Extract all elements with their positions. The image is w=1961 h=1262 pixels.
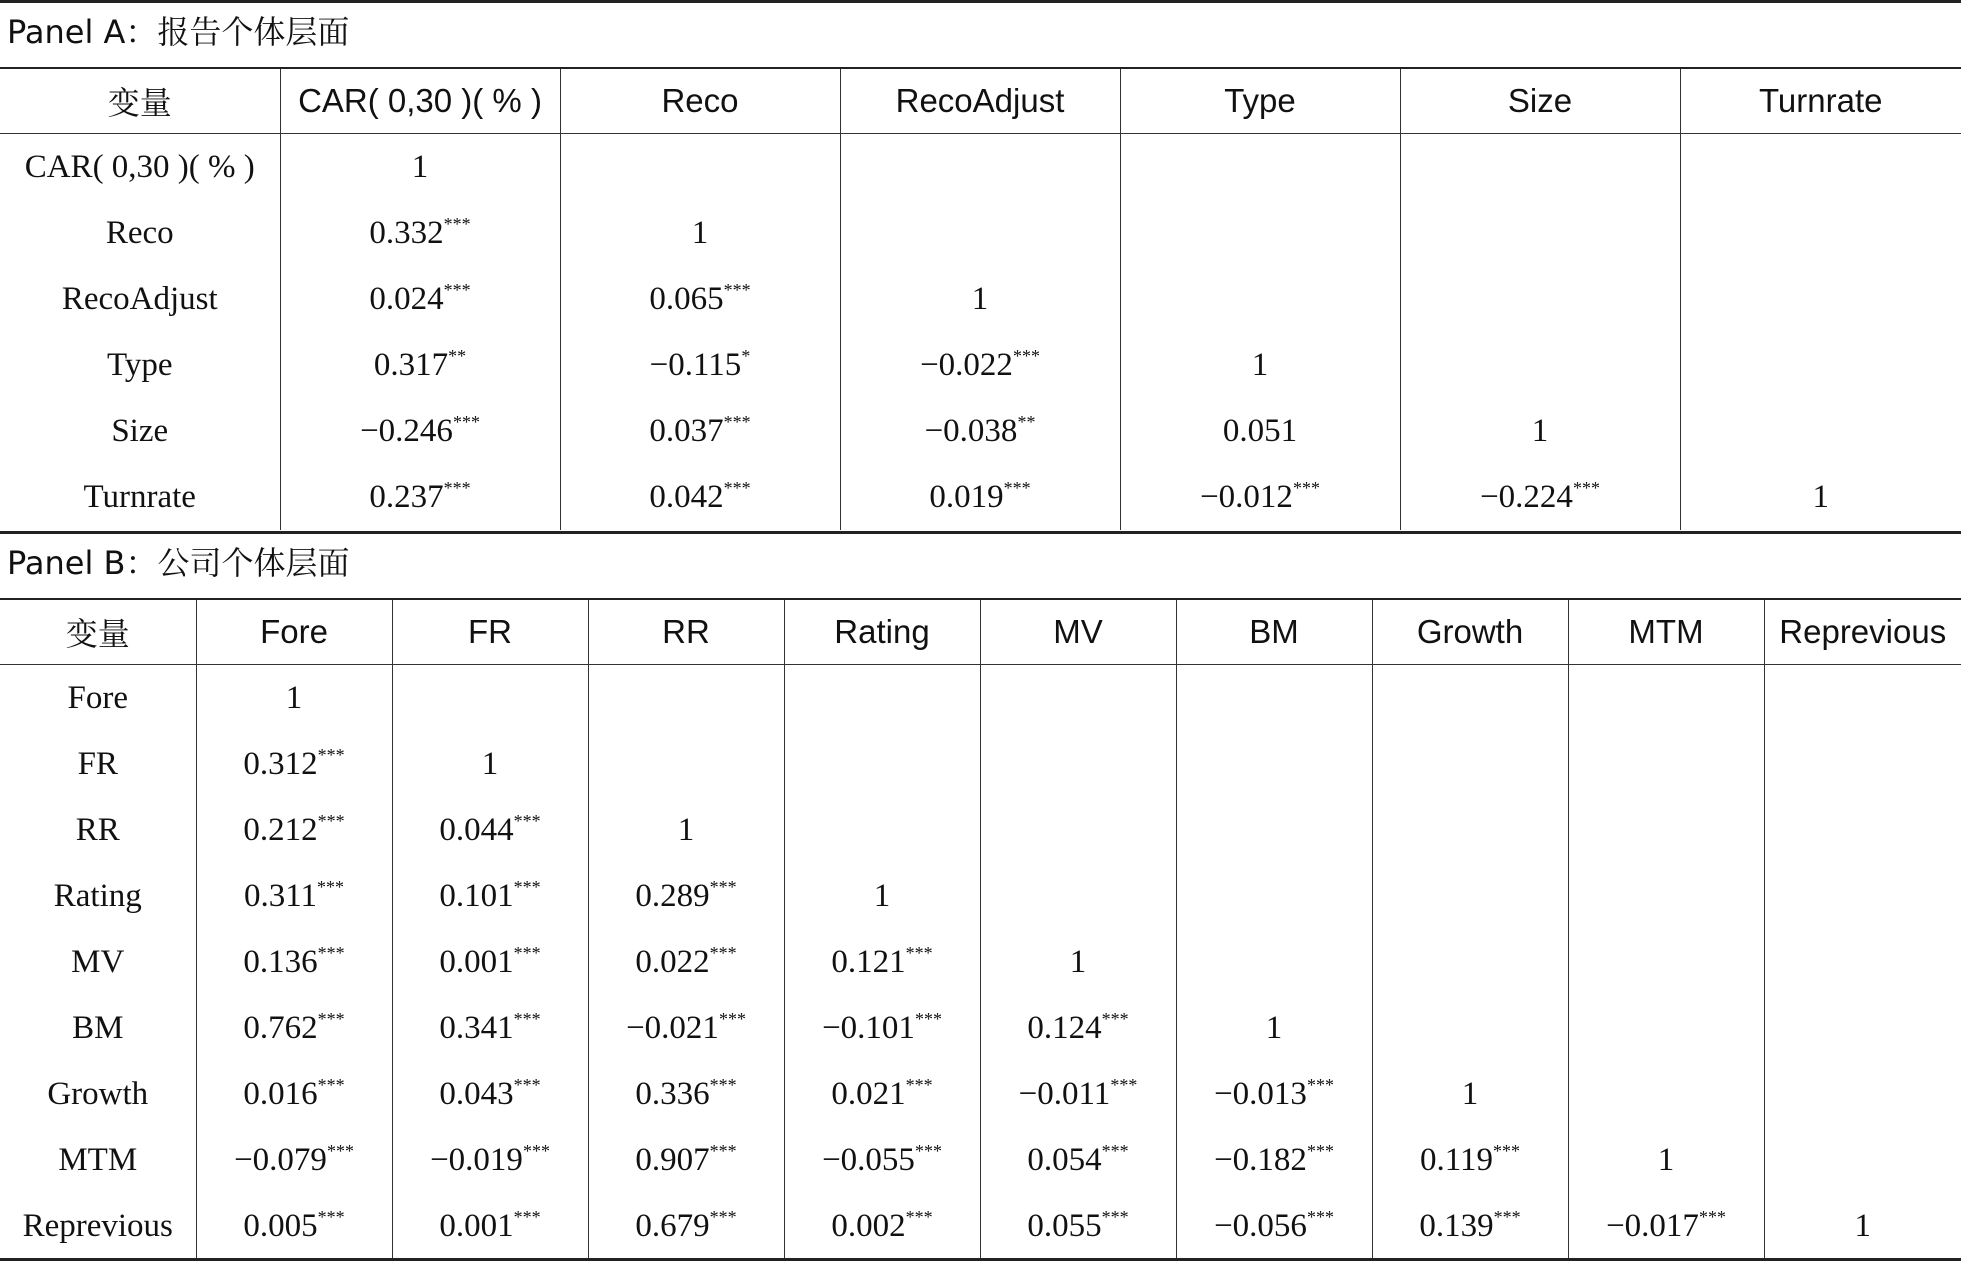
correlation-cell — [588, 665, 784, 732]
significance-stars: *** — [443, 477, 471, 498]
correlation-cell — [1400, 200, 1680, 266]
correlation-value: 0.336 — [635, 1075, 710, 1112]
correlation-cell — [196, 1193, 392, 1259]
correlation-cell — [1176, 863, 1372, 929]
correlation-cell — [1568, 731, 1764, 797]
panel-b-body — [0, 665, 1961, 1260]
panel-b-header-rr: RR — [588, 599, 784, 665]
significance-stars: *** — [317, 744, 345, 765]
significance-stars: *** — [326, 1140, 354, 1161]
table-row — [0, 1127, 1961, 1193]
correlation-cell — [280, 200, 560, 266]
correlation-value: −0.056 — [1214, 1207, 1307, 1244]
correlation-cell — [196, 797, 392, 863]
correlation-cell — [196, 731, 392, 797]
table-bottom-rule — [0, 1258, 1961, 1261]
correlation-cell — [1120, 266, 1400, 332]
correlation-cell — [1680, 398, 1961, 464]
correlation-value: −0.055 — [822, 1141, 915, 1178]
correlation-cell — [1680, 464, 1961, 530]
panel-a-body — [0, 134, 1961, 531]
correlation-cell — [980, 863, 1176, 929]
correlation-cell — [392, 863, 588, 929]
correlation-value: −0.182 — [1214, 1141, 1307, 1178]
correlation-cell — [196, 1061, 392, 1127]
correlation-value: 0.332 — [369, 214, 444, 251]
correlation-cell — [1764, 797, 1961, 863]
correlation-value: 1 — [1251, 346, 1269, 383]
correlation-cell — [784, 995, 980, 1061]
correlation-cell — [560, 200, 840, 266]
significance-stars: *** — [443, 279, 471, 300]
significance-stars: *** — [709, 1140, 737, 1161]
correlation-value: 0.136 — [243, 943, 318, 980]
table-row — [0, 929, 1961, 995]
correlation-value: 0.042 — [649, 478, 724, 515]
table-row — [0, 797, 1961, 863]
correlation-value: 0.311 — [243, 877, 318, 914]
panel-b-header-growth: Growth — [1372, 599, 1568, 665]
correlation-cell — [1372, 1061, 1568, 1127]
correlation-value: −0.079 — [234, 1141, 327, 1178]
correlation-value: 0.762 — [243, 1009, 318, 1046]
correlation-value: 0.065 — [649, 280, 724, 317]
significance-stars: ** — [448, 345, 467, 366]
correlation-cell — [196, 665, 392, 732]
correlation-cell — [1372, 929, 1568, 995]
correlation-cell — [840, 398, 1120, 464]
correlation-cell — [1372, 863, 1568, 929]
correlation-cell — [1764, 863, 1961, 929]
correlation-value: 1 — [1265, 1009, 1283, 1046]
row-label: MTM — [58, 1141, 138, 1178]
correlation-cell — [840, 464, 1120, 530]
correlation-cell — [980, 731, 1176, 797]
correlation-value: −0.246 — [360, 412, 453, 449]
correlation-cell — [1176, 797, 1372, 863]
correlation-cell — [784, 929, 980, 995]
correlation-value: 0.002 — [831, 1207, 906, 1244]
row-label: RecoAdjust — [61, 280, 218, 317]
correlation-cell — [1120, 134, 1400, 201]
significance-stars: *** — [1110, 1074, 1138, 1095]
correlation-value: 1 — [481, 745, 499, 782]
panel-b-header-mv: MV — [980, 599, 1176, 665]
significance-stars: *** — [443, 213, 471, 234]
row-label: Type — [106, 346, 173, 383]
panel-a-title: Panel A：报告个体层面 — [0, 0, 1961, 61]
correlation-value: −0.012 — [1200, 478, 1293, 515]
correlation-cell — [1680, 332, 1961, 398]
correlation-value: 0.907 — [635, 1141, 710, 1178]
table-row — [0, 863, 1961, 929]
correlation-value: 0.051 — [1222, 412, 1298, 449]
correlation-value: −0.038 — [924, 412, 1018, 449]
correlation-cell — [784, 797, 980, 863]
correlation-value: 0.019 — [929, 478, 1004, 515]
table-row — [0, 731, 1961, 797]
correlation-cell — [196, 863, 392, 929]
significance-stars: *** — [1292, 477, 1320, 498]
correlation-cell — [1400, 332, 1680, 398]
significance-stars: *** — [513, 1008, 541, 1029]
correlation-cell — [1400, 266, 1680, 332]
correlation-value: −0.115 — [649, 346, 742, 383]
row-label: Size — [111, 412, 169, 449]
correlation-value: 1 — [677, 811, 695, 848]
correlation-value: 1 — [1461, 1075, 1479, 1112]
correlation-cell — [392, 995, 588, 1061]
correlation-value: 0.119 — [1419, 1141, 1494, 1178]
correlation-cell — [1372, 797, 1568, 863]
panel-a-header-recoadjust: RecoAdjust — [840, 68, 1120, 134]
significance-stars: *** — [723, 279, 751, 300]
significance-stars: *** — [513, 1206, 541, 1227]
correlation-value: 0.043 — [439, 1075, 514, 1112]
panel-b-header-fore: Fore — [196, 599, 392, 665]
correlation-cell — [1764, 731, 1961, 797]
significance-stars: *** — [1101, 1206, 1129, 1227]
correlation-cell — [588, 797, 784, 863]
correlation-cell — [1176, 929, 1372, 995]
correlation-value: 0.237 — [369, 478, 444, 515]
significance-stars: *** — [723, 477, 751, 498]
correlation-cell — [1764, 1127, 1961, 1193]
significance-stars: *** — [513, 810, 541, 831]
correlation-value: 1 — [285, 679, 303, 716]
correlation-cell — [1568, 1193, 1764, 1259]
panel-a-header-turnrate: Turnrate — [1680, 68, 1961, 134]
correlation-cell — [784, 665, 980, 732]
row-label: Growth — [47, 1075, 149, 1112]
correlation-cell — [1680, 134, 1961, 201]
panel-a-header-row — [0, 68, 1961, 134]
correlation-cell — [784, 731, 980, 797]
correlation-value: 0.317 — [373, 346, 449, 383]
correlation-cell — [196, 929, 392, 995]
correlation-cell — [392, 665, 588, 732]
correlation-cell — [980, 1193, 1176, 1259]
correlation-value: 0.312 — [243, 745, 318, 782]
correlation-cell — [588, 1061, 784, 1127]
correlation-value: 0.001 — [439, 943, 514, 980]
table-row — [0, 266, 1961, 332]
correlation-cell — [1176, 1127, 1372, 1193]
correlation-cell — [1400, 134, 1680, 201]
correlation-cell — [1764, 995, 1961, 1061]
significance-stars: * — [741, 345, 751, 366]
correlation-cell — [1372, 665, 1568, 732]
correlation-cell — [1568, 1127, 1764, 1193]
significance-stars: *** — [317, 810, 345, 831]
correlation-cell — [560, 332, 840, 398]
correlation-cell — [1120, 332, 1400, 398]
panel-b-title: Panel B：公司个体层面 — [0, 531, 1961, 592]
significance-stars: *** — [709, 1206, 737, 1227]
panel-a-table — [0, 67, 1961, 530]
correlation-cell — [280, 398, 560, 464]
correlation-cell — [1120, 200, 1400, 266]
correlation-cell — [1372, 995, 1568, 1061]
panel-b-table — [0, 598, 1961, 1259]
panel-a-header-type: Type — [1120, 68, 1400, 134]
correlation-cell — [392, 797, 588, 863]
correlation-cell — [280, 266, 560, 332]
correlation-cell — [840, 134, 1120, 201]
correlation-cell — [1372, 1127, 1568, 1193]
correlation-value: 0.024 — [369, 280, 444, 317]
significance-stars: *** — [1306, 1074, 1334, 1095]
correlation-value: 0.139 — [1419, 1207, 1494, 1244]
row-label: RR — [75, 811, 120, 848]
correlation-cell — [980, 929, 1176, 995]
table-row — [0, 332, 1961, 398]
row-label: Reco — [105, 214, 174, 251]
correlation-value: 0.021 — [831, 1075, 906, 1112]
correlation-value: 0.101 — [439, 877, 514, 914]
correlation-cell — [392, 1061, 588, 1127]
significance-stars: *** — [1012, 345, 1040, 366]
correlation-cell — [1176, 665, 1372, 732]
correlation-value: 0.289 — [635, 877, 710, 914]
significance-stars: *** — [914, 1008, 942, 1029]
correlation-cell — [980, 995, 1176, 1061]
significance-stars: *** — [513, 876, 541, 897]
correlation-cell — [588, 1193, 784, 1259]
panel-a-header-reco: Reco — [560, 68, 840, 134]
correlation-cell — [1764, 665, 1961, 732]
correlation-cell — [1764, 1193, 1961, 1259]
row-label: Fore — [67, 679, 128, 716]
row-label: MV — [71, 943, 125, 980]
correlation-value: 1 — [873, 877, 891, 914]
significance-stars: *** — [1493, 1140, 1521, 1161]
significance-stars: *** — [1306, 1206, 1334, 1227]
correlation-cell — [560, 398, 840, 464]
correlation-value: 0.121 — [831, 943, 906, 980]
significance-stars: *** — [513, 942, 541, 963]
correlation-cell — [1120, 464, 1400, 530]
correlation-value: 0.212 — [243, 811, 318, 848]
table-row — [0, 464, 1961, 530]
correlation-cell — [588, 929, 784, 995]
correlation-value: 1 — [1854, 1207, 1871, 1244]
panel-b-header-mtm: MTM — [1568, 599, 1764, 665]
significance-stars: *** — [317, 942, 345, 963]
correlation-cell — [1568, 1061, 1764, 1127]
row-label: Reprevious — [22, 1207, 173, 1244]
correlation-cell — [560, 266, 840, 332]
panel-b-header-bm: BM — [1176, 599, 1372, 665]
correlation-cell — [588, 863, 784, 929]
correlation-cell — [980, 797, 1176, 863]
significance-stars: *** — [317, 1008, 345, 1029]
significance-stars: *** — [1572, 477, 1600, 498]
significance-stars: *** — [905, 942, 933, 963]
correlation-cell — [392, 1193, 588, 1259]
significance-stars: *** — [452, 411, 480, 432]
correlation-value: 1 — [1812, 478, 1829, 515]
correlation-cell — [588, 1127, 784, 1193]
correlation-cell — [196, 1127, 392, 1193]
correlation-cell — [1568, 665, 1764, 732]
correlation-cell — [196, 995, 392, 1061]
correlation-cell — [1764, 929, 1961, 995]
correlation-value: 0.016 — [243, 1075, 318, 1112]
correlation-cell — [280, 464, 560, 530]
row-label: Turnrate — [83, 478, 196, 515]
significance-stars: *** — [1101, 1008, 1129, 1029]
correlation-value: −0.013 — [1214, 1075, 1307, 1112]
correlation-cell — [560, 464, 840, 530]
correlation-value: 1 — [411, 148, 429, 185]
significance-stars: *** — [723, 411, 751, 432]
correlation-cell — [784, 863, 980, 929]
correlation-cell — [1568, 797, 1764, 863]
table-row — [0, 134, 1961, 201]
panel-b-header-fr: FR — [392, 599, 588, 665]
correlation-value: −0.022 — [920, 346, 1013, 383]
significance-stars: *** — [905, 1206, 933, 1227]
significance-stars: *** — [709, 942, 737, 963]
row-label: BM — [72, 1009, 124, 1046]
correlation-value: 0.055 — [1027, 1207, 1102, 1244]
panel-b-header-variable: 变量 — [65, 615, 130, 653]
correlation-cell — [1568, 995, 1764, 1061]
table-row — [0, 1193, 1961, 1259]
significance-stars: *** — [1306, 1140, 1334, 1161]
panel-a-header-size: Size — [1400, 68, 1680, 134]
correlation-cell — [1120, 398, 1400, 464]
correlation-cell — [1400, 398, 1680, 464]
correlation-cell — [784, 1061, 980, 1127]
panel-a-header-variable: 变量 — [107, 84, 172, 122]
correlation-cell — [560, 134, 840, 201]
correlation-cell — [980, 1127, 1176, 1193]
significance-stars: *** — [1003, 477, 1031, 498]
row-label: FR — [77, 745, 118, 782]
correlation-cell — [280, 134, 560, 201]
correlation-cell — [280, 332, 560, 398]
correlation-cell — [840, 200, 1120, 266]
correlation-cell — [1176, 1061, 1372, 1127]
correlation-cell — [1680, 200, 1961, 266]
correlation-value: 0.001 — [439, 1207, 514, 1244]
correlation-value: 1 — [691, 214, 709, 251]
correlation-cell — [840, 266, 1120, 332]
correlation-cell — [588, 731, 784, 797]
row-label: Rating — [53, 877, 142, 914]
correlation-value: 1 — [1531, 412, 1549, 449]
significance-stars: *** — [905, 1074, 933, 1095]
correlation-cell — [1372, 1193, 1568, 1259]
correlation-value: 0.022 — [635, 943, 710, 980]
significance-stars: ** — [1017, 411, 1036, 432]
correlation-cell — [1568, 863, 1764, 929]
significance-stars: *** — [513, 1074, 541, 1095]
significance-stars: *** — [914, 1140, 942, 1161]
correlation-value: 0.005 — [243, 1207, 318, 1244]
correlation-cell — [1764, 1061, 1961, 1127]
significance-stars: *** — [522, 1140, 550, 1161]
significance-stars: *** — [718, 1008, 746, 1029]
correlation-cell — [392, 731, 588, 797]
correlation-value: 0.679 — [635, 1207, 710, 1244]
correlation-cell — [1176, 731, 1372, 797]
correlation-value: −0.011 — [1018, 1075, 1111, 1112]
panel-b-header-reprevious: Reprevious — [1764, 599, 1961, 665]
correlation-value: −0.101 — [822, 1009, 915, 1046]
correlation-cell — [1680, 266, 1961, 332]
correlation-value: −0.019 — [430, 1141, 523, 1178]
significance-stars: *** — [1101, 1140, 1129, 1161]
significance-stars: *** — [1493, 1206, 1521, 1227]
panel-a-header-car: CAR( 0,30 )( % ) — [280, 68, 560, 134]
correlation-value: 1 — [1069, 943, 1087, 980]
significance-stars: *** — [317, 1206, 345, 1227]
significance-stars: *** — [709, 1074, 737, 1095]
panel-b-header-rating: Rating — [784, 599, 980, 665]
significance-stars: *** — [317, 876, 345, 897]
significance-stars: *** — [1698, 1206, 1726, 1227]
correlation-value: 1 — [1657, 1141, 1675, 1178]
correlation-cell — [784, 1193, 980, 1259]
correlation-value: −0.224 — [1480, 478, 1573, 515]
correlation-value: 1 — [971, 280, 989, 317]
panel-b-header-row — [0, 599, 1961, 665]
correlation-cell — [1176, 995, 1372, 1061]
correlation-value: 0.054 — [1027, 1141, 1102, 1178]
correlation-cell — [784, 1127, 980, 1193]
correlation-value: 0.044 — [439, 811, 514, 848]
correlation-cell — [840, 332, 1120, 398]
correlation-value: −0.017 — [1606, 1207, 1699, 1244]
table-row — [0, 995, 1961, 1061]
table-row — [0, 665, 1961, 732]
correlation-value: 0.124 — [1027, 1009, 1102, 1046]
significance-stars: *** — [709, 876, 737, 897]
table-row — [0, 398, 1961, 464]
correlation-cell — [1372, 731, 1568, 797]
correlation-cell — [1568, 929, 1764, 995]
correlation-cell — [980, 665, 1176, 732]
significance-stars: *** — [317, 1074, 345, 1095]
correlation-cell — [980, 1061, 1176, 1127]
correlation-cell — [392, 1127, 588, 1193]
correlation-value: 0.037 — [649, 412, 724, 449]
correlation-cell — [1400, 464, 1680, 530]
correlation-cell — [1176, 1193, 1372, 1259]
correlation-cell — [588, 995, 784, 1061]
row-label: CAR( 0,30 )( % ) — [24, 148, 255, 185]
table-row — [0, 1061, 1961, 1127]
correlation-value: 0.341 — [439, 1009, 514, 1046]
correlation-cell — [392, 929, 588, 995]
table-row — [0, 200, 1961, 266]
correlation-value: −0.021 — [626, 1009, 719, 1046]
